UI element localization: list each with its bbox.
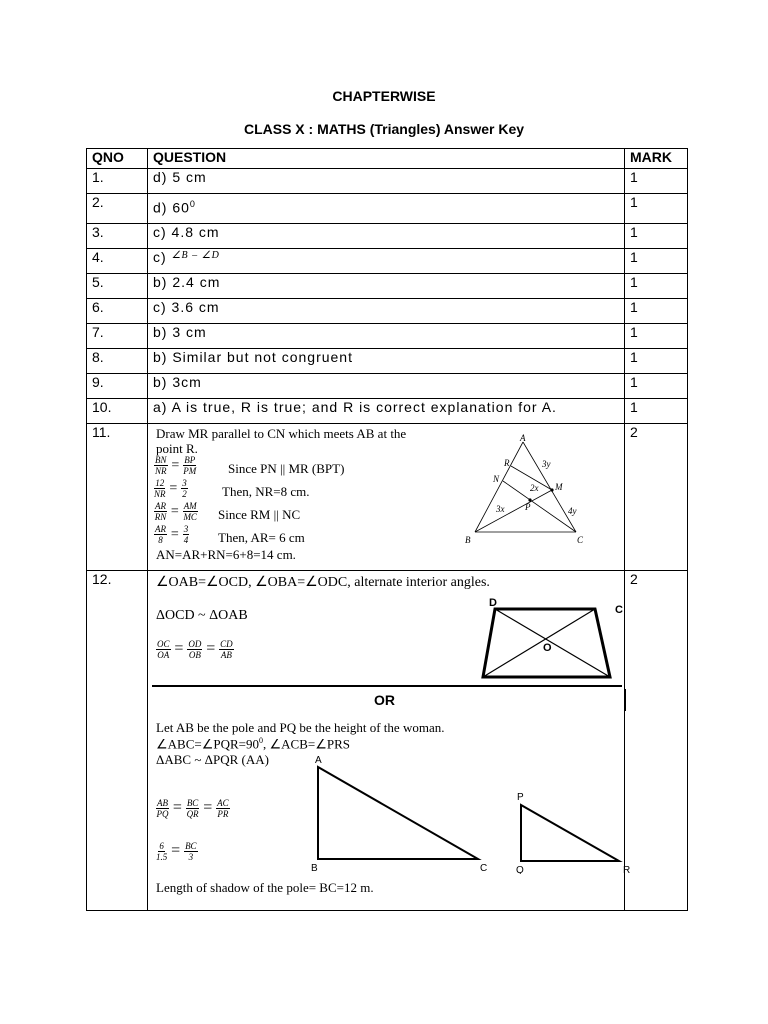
fraction: $\frac{AC}{PR}$: [217, 798, 229, 819]
qno-cell: 7.: [87, 324, 148, 349]
table-row: [87, 399, 688, 424]
q12-line1: ∠OAB=∠OCD, ∠OBA=∠ODC, alternate interior angles.: [156, 575, 490, 590]
q11-line2: point R.: [156, 441, 198, 456]
fraction: $\frac{CD}{AB}$: [220, 639, 233, 660]
q12-alt-line2: $\angle ABC=\angle PQR=90^0$, ∠ACB=∠PRS: [156, 736, 351, 752]
angle-expression: ∠B – ∠D: [171, 250, 220, 261]
svg-text:B: B: [311, 863, 318, 873]
qno-cell: 6.: [87, 299, 148, 324]
mark-cell: 1: [625, 324, 688, 349]
fraction: $\frac{3}{4}$: [183, 524, 189, 545]
answer-table: [86, 148, 688, 911]
mark-cell: 1: [625, 274, 688, 299]
qno-cell: 2.: [87, 194, 148, 224]
header-qno: QNO: [87, 149, 148, 169]
mark-cell: 2: [625, 424, 688, 571]
fraction: $\frac{AM}{MC}$: [183, 501, 197, 522]
answer-text: d) 60: [153, 199, 190, 216]
answer-cell: c) 3.6 cm: [148, 299, 625, 324]
fraction: $\frac{3}{2}$: [182, 478, 187, 499]
table-row: [87, 299, 688, 324]
svg-text:R: R: [623, 865, 631, 874]
header-question: QUESTION: [148, 149, 625, 169]
pole-triangle-figure: [308, 753, 498, 873]
mark-cell: 1: [625, 299, 688, 324]
mark-cell: 1: [625, 374, 688, 399]
table-row-q12: [87, 571, 688, 911]
divider-line: [152, 685, 622, 687]
q11-step4: $\frac{AR}{8}$ = $\frac{3}{4}$: [155, 524, 189, 545]
q12-alt-ratio: $\frac{AB}{PQ}$ = $\frac{BC}{QR}$ = $\frac{AC}{PR}$: [156, 798, 229, 819]
svg-text:3x: 3x: [496, 504, 505, 514]
degree-sup: 0: [189, 199, 196, 209]
svg-text:M: M: [555, 482, 563, 492]
svg-text:D: D: [489, 597, 497, 609]
q11-solution: [148, 424, 625, 571]
q12-alt-line3: ΔABC ~ ΔPQR (AA): [156, 752, 269, 767]
answer-cell: a) A is true, R is true; and R is correct explanation for A.: [148, 399, 625, 424]
qno-cell: 10.: [87, 399, 148, 424]
mark-cell: 1: [625, 399, 688, 424]
qno-cell: 11.: [87, 424, 148, 571]
mark-cell: 2: [625, 571, 688, 911]
table-row-q11: [87, 424, 688, 571]
svg-text:Q: Q: [516, 865, 524, 874]
fraction: $\frac{AR}{RN}$: [154, 501, 167, 522]
svg-text:A: A: [315, 755, 322, 766]
qno-cell: 1.: [87, 169, 148, 194]
answer-cell: [148, 194, 625, 224]
q11-final: AN=AR+RN=6+8=14 cm.: [156, 547, 296, 562]
doc-heading: CHAPTERWISE: [332, 88, 436, 104]
qno-cell: 9.: [87, 374, 148, 399]
qno-cell: 4.: [87, 249, 148, 274]
answer-cell: b) 3 cm: [148, 324, 625, 349]
fraction: $\frac{OD}{OB}$: [188, 639, 202, 660]
fraction: $\frac{BC}{QR}$: [186, 798, 199, 819]
mark-cell: 1: [625, 349, 688, 374]
q11-reason1: Since PN || MR (BPT): [228, 461, 345, 476]
answer-cell: [148, 249, 625, 274]
table-row: [87, 194, 688, 224]
fraction: $\frac{6}{1.5}$: [156, 841, 168, 862]
mark-cell: 1: [625, 249, 688, 274]
qno-cell: 5.: [87, 274, 148, 299]
q12-ratio: $\frac{OC}{OA}$ = $\frac{OD}{OB}$ = $\frac{CD}{AB}$: [157, 639, 233, 660]
svg-text:C: C: [615, 604, 623, 616]
mark-cell: 1: [625, 194, 688, 224]
divider-tick: [624, 689, 626, 711]
mark-cell: 1: [625, 224, 688, 249]
svg-text:P: P: [525, 502, 531, 512]
q11-step2: $\frac{12}{NR}$ = $\frac{3}{2}$: [154, 478, 187, 499]
table-row: [87, 374, 688, 399]
table-row: [87, 169, 688, 194]
q11-triangle-figure: [463, 434, 623, 549]
fraction: $\frac{AB}{PQ}$: [156, 798, 169, 819]
answer-cell: b) 3cm: [148, 374, 625, 399]
trapezium-figure: [475, 595, 635, 685]
table-row: [87, 249, 688, 274]
q12-line2: ΔOCD ~ ΔOAB: [156, 608, 248, 623]
svg-text:C: C: [480, 863, 488, 873]
qno-cell: 12.: [87, 571, 148, 911]
svg-text:A: A: [520, 434, 526, 443]
qno-cell: 3.: [87, 224, 148, 249]
answer-cell: b) 2.4 cm: [148, 274, 625, 299]
svg-text:2x: 2x: [530, 483, 539, 493]
svg-text:N: N: [493, 474, 500, 484]
fraction: $\frac{BC}{3}$: [185, 841, 197, 862]
fraction: $\frac{BP}{PM}$: [183, 455, 197, 476]
table-row: [87, 224, 688, 249]
fraction: $\frac{BN}{NR}$: [155, 455, 167, 476]
q12-alt-substitution: $\frac{6}{1.5}$ = $\frac{BC}{3}$: [156, 841, 197, 862]
fraction: $\frac{OC}{OA}$: [157, 639, 170, 660]
table-row: [87, 274, 688, 299]
header-row: [87, 149, 688, 169]
doc-subheading: CLASS X : MATHS (Triangles) Answer Key: [243, 121, 525, 137]
q11-reason4: Then, AR= 6 cm: [218, 530, 305, 545]
or-separator: OR: [374, 692, 395, 708]
q11-reason3: Since RM || NC: [218, 507, 301, 522]
svg-text:R: R: [504, 458, 510, 468]
svg-text:3y: 3y: [542, 459, 551, 469]
answer-cell: c) 4.8 cm: [148, 224, 625, 249]
mark-cell: 1: [625, 169, 688, 194]
fraction: $\frac{12}{NR}$: [154, 478, 166, 499]
q12-solution: [148, 571, 631, 911]
woman-triangle-figure: [511, 789, 636, 874]
header-mark: MARK: [625, 149, 688, 169]
q12-alt-final: Length of shadow of the pole= BC=12 m.: [156, 880, 374, 895]
table-row: [87, 324, 688, 349]
svg-text:O: O: [543, 642, 552, 654]
q11-line1: Draw MR parallel to CN which meets AB at the: [156, 426, 407, 441]
q12-alt-line1: Let AB be the pole and PQ be the height of the woman.: [156, 720, 445, 735]
q11-step1: $\frac{BN}{NR}$ = $\frac{BP}{PM}$: [155, 455, 197, 476]
svg-text:C: C: [577, 535, 584, 545]
answer-text: c): [153, 249, 167, 265]
q11-reason2: Then, NR=8 cm.: [222, 484, 310, 499]
answer-cell: d) 5 cm: [148, 169, 625, 194]
qno-cell: 8.: [87, 349, 148, 374]
fraction: $\frac{AR}{8}$: [155, 524, 166, 545]
table-row: [87, 349, 688, 374]
svg-text:P: P: [517, 792, 524, 803]
svg-text:B: B: [465, 535, 471, 545]
svg-text:4y: 4y: [568, 506, 577, 516]
q11-step3: $\frac{AR}{RN}$ = $\frac{AM}{MC}$: [154, 501, 197, 522]
answer-cell: b) Similar but not congruent: [148, 349, 625, 374]
